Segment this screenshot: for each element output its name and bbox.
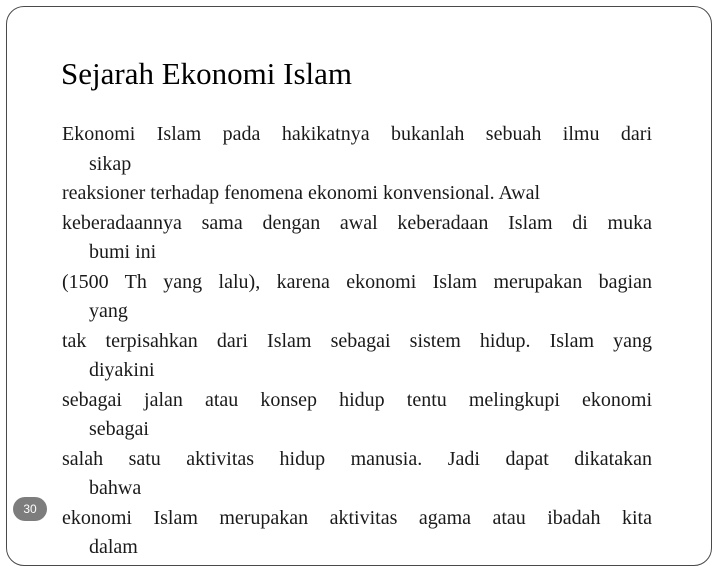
body-line: salah satu aktivitas hidup manusia. Jadi dapat dikatakan [62, 447, 652, 470]
body-line: bumi ini [89, 241, 157, 263]
body-line: ekonomi Islam merupakan aktivitas agama atau ibadah kita [62, 506, 652, 529]
body-line: keberadaannya sama dengan awal keberadaan Islam di muka [62, 211, 652, 234]
body-line: tak terpisahkan dari Islam sebagai sistem hidup. Islam yang [62, 329, 652, 352]
body-line: bahwa [89, 477, 142, 499]
body-line: (1500 Th yang lalu), karena ekonomi Islam merupakan bagian [62, 270, 652, 293]
body-line: Ekonomi Islam pada hakikatnya bukanlah sebuah ilmu dari [62, 123, 652, 145]
body-line: sebagai jalan atau konsep hidup tentu melingkupi ekonomi [62, 388, 652, 411]
body-line: dalam [89, 536, 138, 558]
slide-body [62, 120, 652, 563]
body-line: reaksioner terhadap fenomena ekonomi konvensional. Awal [62, 182, 541, 204]
body-line: sikap [89, 152, 132, 175]
body-line: sebagai [89, 418, 149, 440]
page-number-badge: 30 [13, 497, 47, 521]
slide-title: Sejarah Ekonomi Islam [61, 56, 352, 91]
body-line: diyakini [89, 359, 155, 381]
body-line: yang [89, 300, 128, 322]
